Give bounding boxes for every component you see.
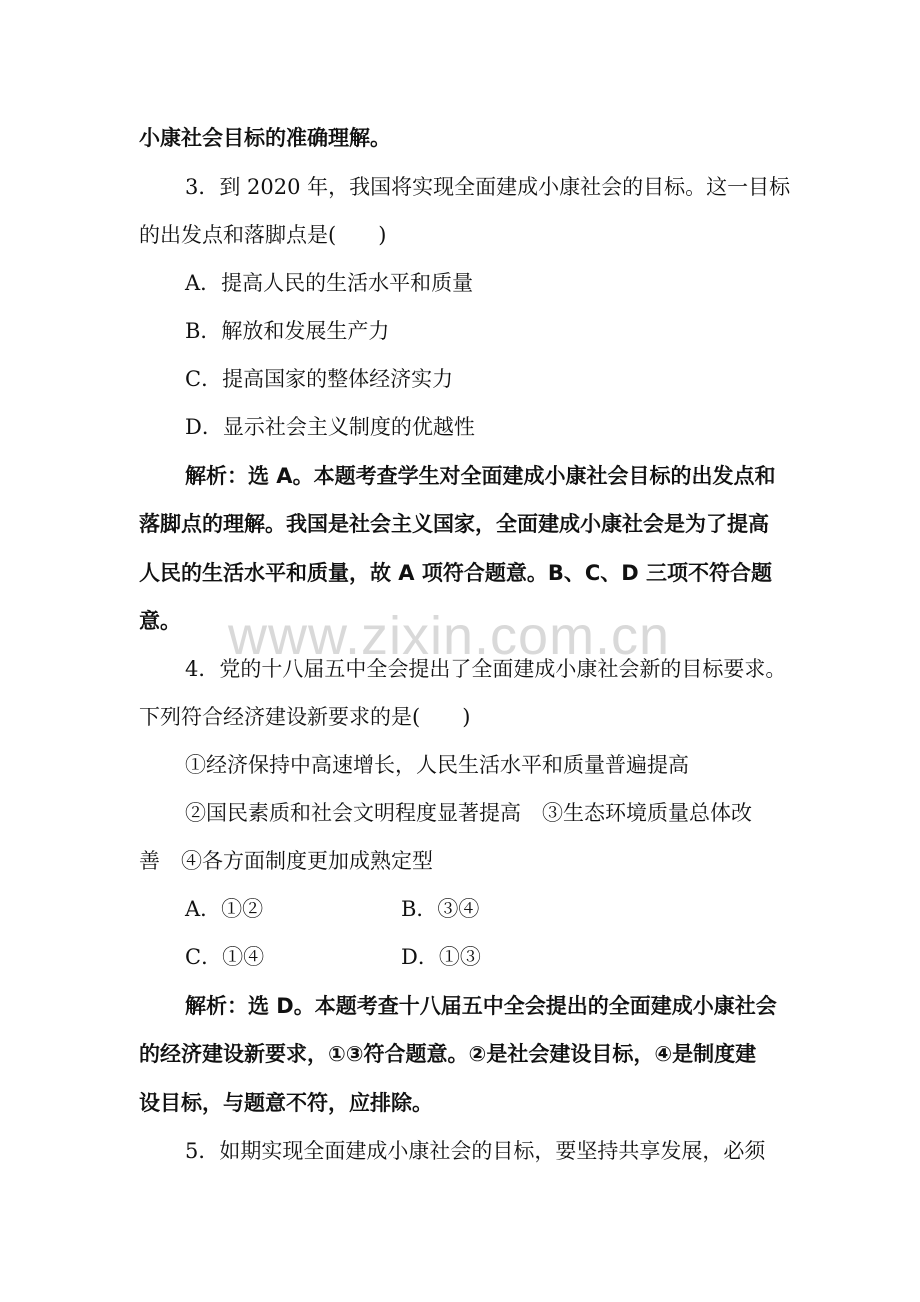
question-4-statement-1: ①经济保持中高速增长，人民生活水平和质量普遍提高: [185, 753, 689, 777]
analysis-4-line1: 解析：选 D。本题考查十八届五中全会提出的全面建成小康社会: [185, 994, 777, 1018]
question-4-option-c: C．①④: [185, 945, 265, 969]
analysis-3-line3: 人民的生活水平和质量，故 A 项符合题意。B、C、D 三项不符合题: [139, 561, 773, 585]
question-4-option-b: B．③④: [401, 897, 480, 921]
question-3-stem-line1: 3．到 2020 年，我国将实现全面建成小康社会的目标。这一目标: [185, 175, 791, 199]
question-3-stem-line2: 的出发点和落脚点是( ): [139, 223, 387, 247]
analysis-3-line1: 解析：选 A。本题考查学生对全面建成小康社会目标的出发点和: [185, 464, 776, 488]
question-4-statement-3-4: 善 ④各方面制度更加成熟定型: [139, 849, 433, 873]
analysis-3-line4: 意。: [139, 609, 181, 633]
question-4-stem-line2: 下列符合经济建设新要求的是( ): [139, 705, 471, 729]
watermark-text: www.zixin.com.cn: [228, 606, 671, 666]
question-3-option-a: A．提高人民的生活水平和质量: [185, 271, 474, 295]
question-4-option-d: D．①③: [401, 945, 481, 969]
question-4-statement-2-3: ②国民素质和社会文明程度显著提高 ③生态环境质量总体改: [185, 801, 752, 825]
question-3-option-d: D．显示社会主义制度的优越性: [185, 415, 475, 439]
analysis-4-line2: 的经济建设新要求，①③符合题意。②是社会建设目标，④是制度建: [139, 1042, 757, 1066]
question-3-option-b: B．解放和发展生产力: [185, 319, 390, 343]
question-4-option-a: A．①②: [185, 897, 264, 921]
analysis-3-line2: 落脚点的理解。我国是社会主义国家，全面建成小康社会是为了提高: [139, 512, 769, 536]
question-3-option-c: C．提高国家的整体经济实力: [185, 367, 454, 391]
question-5-stem-line1: 5．如期实现全面建成小康社会的目标，要坚持共享发展，必须: [185, 1139, 766, 1163]
analysis-4-line3: 设目标，与题意不符，应排除。: [139, 1091, 433, 1115]
question-4-stem-line1: 4．党的十八届五中全会提出了全面建成小康社会新的目标要求。: [185, 657, 787, 681]
previous-analysis-end: 小康社会目标的准确理解。: [139, 126, 391, 150]
